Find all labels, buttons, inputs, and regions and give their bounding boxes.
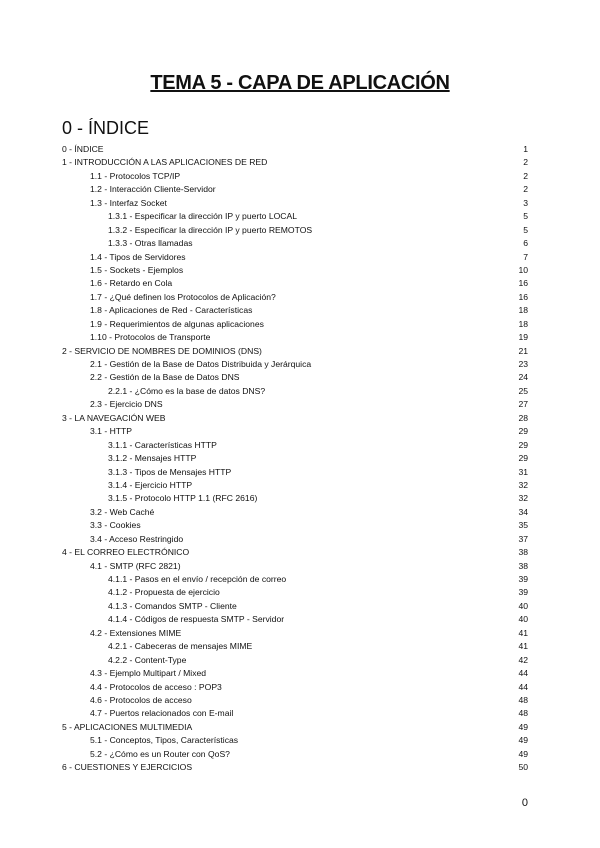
toc-entry-label: 1.3.2 - Especificar la dirección IP y puerto REMOTOS [108, 224, 313, 235]
toc-entry-page: 18 [518, 318, 528, 329]
toc-entry-label: 2.1 - Gestión de la Base de Datos Distribuida y Jerárquica [90, 359, 312, 369]
toc-entry-page: 50 [518, 762, 528, 773]
toc-entry[interactable] [62, 304, 528, 317]
toc-entry-label: 4 - EL CORREO ELECTRÓNICO [62, 547, 190, 558]
toc-entry-label: 1.3.1 - Especificar la dirección IP y puerto LOCAL [108, 211, 297, 222]
toc-entry[interactable] [62, 627, 528, 640]
toc-entry[interactable] [62, 425, 528, 438]
toc-entry-page: 38 [518, 547, 528, 558]
toc-entry-page: 28 [518, 412, 528, 423]
toc-entry-page: 10 [518, 264, 528, 275]
toc-entry-label: 1.6 - Retardo en Cola [90, 278, 173, 289]
toc-entry-label: 3.1.3 - Tipos de Mensajes HTTP [108, 466, 232, 477]
toc-entry-label: 4.2.1 - Cabeceras de mensajes MIME [108, 641, 253, 652]
toc-entry-page: 44 [518, 668, 528, 679]
toc-entry-page: 49 [518, 735, 528, 746]
toc-entry-label: 0 - ÍNDICE [62, 144, 104, 154]
toc-entry[interactable] [62, 452, 528, 465]
toc-entry[interactable] [62, 707, 528, 720]
toc-entry-label: 5.2 - ¿Cómo es un Router con QoS? [90, 748, 230, 759]
toc-entry-page: 40 [518, 600, 528, 611]
toc-entry[interactable] [62, 748, 528, 761]
toc-entry-label: 3.1 - HTTP [90, 426, 133, 437]
toc-entry-page: 21 [518, 345, 528, 356]
toc-entry-page: 19 [518, 332, 528, 343]
toc-entry-page: 49 [518, 748, 528, 759]
toc-entry[interactable] [62, 224, 528, 237]
toc-entry-label: 4.7 - Puertos relacionados con E-mail [90, 708, 234, 719]
toc-entry-label: 1.4 - Tipos de Servidores [90, 251, 186, 262]
toc-entry[interactable] [62, 331, 528, 344]
toc-entry-label: 1.10 - Protocolos de Transporte [90, 332, 211, 343]
toc-entry[interactable] [62, 721, 528, 734]
toc-entry-label: 4.2.2 - Content-Type [108, 654, 187, 665]
toc-entry-label: 3.1.4 - Ejercicio HTTP [108, 479, 193, 490]
toc-entry[interactable] [62, 183, 528, 196]
toc-entry-page: 31 [518, 466, 528, 477]
toc-entry-label: 2.2 - Gestión de la Base de Datos DNS [90, 372, 240, 383]
toc-entry[interactable] [62, 197, 528, 210]
toc-entry-page: 42 [518, 654, 528, 665]
toc-entry[interactable] [62, 385, 528, 398]
toc-entry-page: 40 [518, 614, 528, 625]
toc-entry[interactable] [62, 734, 528, 747]
toc-entry-page: 2 [523, 170, 528, 181]
toc-entry-page: 49 [518, 721, 528, 732]
toc-entry-label: 4.1.1 - Pasos en el envío / recepción de correo [108, 574, 287, 584]
toc-entry-label: 4.2 - Extensiones MIME [90, 627, 182, 638]
toc-entry-label: 4.1.2 - Propuesta de ejercicio [108, 587, 220, 598]
toc-entry[interactable] [62, 156, 528, 169]
toc-entry[interactable] [62, 170, 528, 183]
page-number: 0 [521, 797, 528, 809]
toc-entry-label: 3 - LA NAVEGACIÓN WEB [62, 412, 166, 423]
toc-entry-page: 29 [518, 439, 528, 450]
toc-entry-page: 16 [518, 291, 528, 302]
toc-entry[interactable] [62, 681, 528, 694]
toc-entry-label: 3.4 - Acceso Restringido [90, 533, 184, 544]
table-of-contents [62, 143, 528, 775]
toc-entry-page: 34 [518, 506, 528, 517]
toc-entry[interactable] [62, 761, 528, 774]
toc-entry-label: 1.2 - Interacción Cliente-Servidor [90, 184, 216, 195]
toc-entry[interactable] [62, 667, 528, 680]
toc-entry[interactable] [62, 519, 528, 532]
toc-entry-page: 38 [518, 560, 528, 571]
toc-entry-label: 1.3 - Interfaz Socket [90, 197, 167, 208]
toc-entry-page: 27 [518, 399, 528, 410]
toc-entry-page: 32 [518, 493, 528, 504]
toc-entry-page: 48 [518, 694, 528, 705]
toc-entry-page: 7 [523, 251, 528, 262]
toc-entry-label: 1 - INTRODUCCIÓN A LAS APLICACIONES DE RED [62, 157, 268, 168]
toc-entry[interactable] [62, 291, 528, 304]
toc-entry[interactable] [62, 358, 528, 371]
toc-entry[interactable] [62, 251, 528, 264]
toc-entry-label: 4.1.4 - Códigos de respuesta SMTP - Servidor [108, 614, 285, 625]
toc-entry-label: 2.2.1 - ¿Cómo es la base de datos DNS? [108, 385, 266, 396]
toc-entry-label: 3.1.2 - Mensajes HTTP [108, 453, 197, 464]
toc-entry-label: 4.6 - Protocolos de acceso [90, 694, 192, 705]
toc-entry-label: 5.1 - Conceptos, Tipos, Características [90, 735, 239, 746]
toc-entry[interactable] [62, 479, 528, 492]
toc-entry-page: 23 [518, 359, 528, 369]
toc-entry[interactable] [62, 398, 528, 411]
toc-entry-page: 29 [518, 426, 528, 437]
toc-entry-label: 1.5 - Sockets - Ejemplos [90, 264, 184, 275]
toc-entry-page: 37 [518, 533, 528, 544]
toc-entry-page: 48 [518, 708, 528, 719]
toc-entry-page: 41 [518, 641, 528, 652]
toc-entry[interactable] [62, 533, 528, 546]
toc-entry-label: 1.8 - Aplicaciones de Red - Características [90, 305, 253, 316]
toc-entry-label: 4.1.3 - Comandos SMTP - Cliente [108, 600, 237, 611]
toc-entry-page: 16 [518, 278, 528, 289]
toc-entry-label: 1.9 - Requerimientos de algunas aplicaciones [90, 318, 264, 329]
toc-entry-label: 6 - CUESTIONES Y EJERCICIOS [62, 762, 193, 773]
toc-entry[interactable] [62, 277, 528, 290]
toc-entry-page: 29 [518, 453, 528, 464]
toc-entry[interactable] [62, 654, 528, 667]
toc-entry[interactable] [62, 560, 528, 573]
toc-entry-page: 1 [523, 144, 528, 154]
toc-entry[interactable] [62, 640, 528, 653]
toc-entry-label: 2.3 - Ejercicio DNS [90, 399, 163, 410]
toc-entry-label: 1.1 - Protocolos TCP/IP [90, 170, 181, 181]
toc-entry-page: 39 [518, 574, 528, 584]
toc-entry[interactable] [62, 573, 528, 586]
toc-entry[interactable] [62, 506, 528, 519]
toc-entry-page: 24 [518, 372, 528, 383]
toc-entry[interactable] [62, 318, 528, 331]
toc-entry-label: 3.3 - Cookies [90, 520, 141, 531]
toc-entry[interactable] [62, 600, 528, 613]
toc-entry[interactable] [62, 546, 528, 559]
toc-entry-label: 4.3 - Ejemplo Multipart / Mixed [90, 668, 207, 679]
toc-entry-label: 3.2 - Web Caché [90, 506, 155, 517]
toc-entry-label: 1.7 - ¿Qué definen los Protocolos de Aplicación? [90, 291, 276, 302]
toc-entry-label: 1.3.3 - Otras llamadas [108, 238, 193, 249]
toc-entry-page: 5 [523, 224, 528, 235]
toc-entry[interactable] [62, 439, 528, 452]
toc-entry-page: 18 [518, 305, 528, 316]
toc-entry[interactable] [62, 371, 528, 384]
toc-entry-page: 41 [518, 627, 528, 638]
toc-entry-label: 3.1.1 - Características HTTP [108, 439, 217, 450]
toc-entry[interactable] [62, 492, 528, 505]
toc-entry[interactable] [62, 466, 528, 479]
toc-entry-label: 3.1.5 - Protocolo HTTP 1.1 (RFC 2616) [108, 493, 258, 504]
toc-entry[interactable] [62, 143, 528, 156]
section-title: 0 - ÍNDICE [62, 118, 150, 138]
toc-entry-page: 44 [518, 681, 528, 692]
toc-entry-page: 32 [518, 479, 528, 490]
toc-entry[interactable] [62, 264, 528, 277]
toc-entry-page: 35 [518, 520, 528, 531]
toc-entry-label: 4.1 - SMTP (RFC 2821) [90, 560, 181, 571]
toc-entry[interactable] [62, 412, 528, 425]
toc-entry-page: 25 [518, 385, 528, 396]
toc-entry[interactable] [62, 210, 528, 223]
toc-entry-label: 2 - SERVICIO DE NOMBRES DE DOMINIOS (DNS) [62, 345, 262, 356]
toc-entry[interactable] [62, 345, 528, 358]
toc-entry-page: 2 [523, 184, 528, 195]
toc-entry-page: 6 [523, 238, 528, 249]
toc-entry-label: 5 - APLICACIONES MULTIMEDIA [62, 721, 193, 732]
toc-entry[interactable] [62, 613, 528, 626]
toc-entry-label: 4.4 - Protocolos de acceso : POP3 [90, 681, 222, 692]
document-title: TEMA 5 - CAPA DE APLICACIÓN [150, 72, 450, 94]
toc-entry[interactable] [62, 586, 528, 599]
toc-entry-page: 5 [523, 211, 528, 222]
toc-entry[interactable] [62, 694, 528, 707]
toc-entry-page: 2 [523, 157, 528, 168]
toc-entry-page: 39 [518, 587, 528, 598]
toc-entry-page: 3 [523, 197, 528, 208]
toc-entry[interactable] [62, 237, 528, 250]
